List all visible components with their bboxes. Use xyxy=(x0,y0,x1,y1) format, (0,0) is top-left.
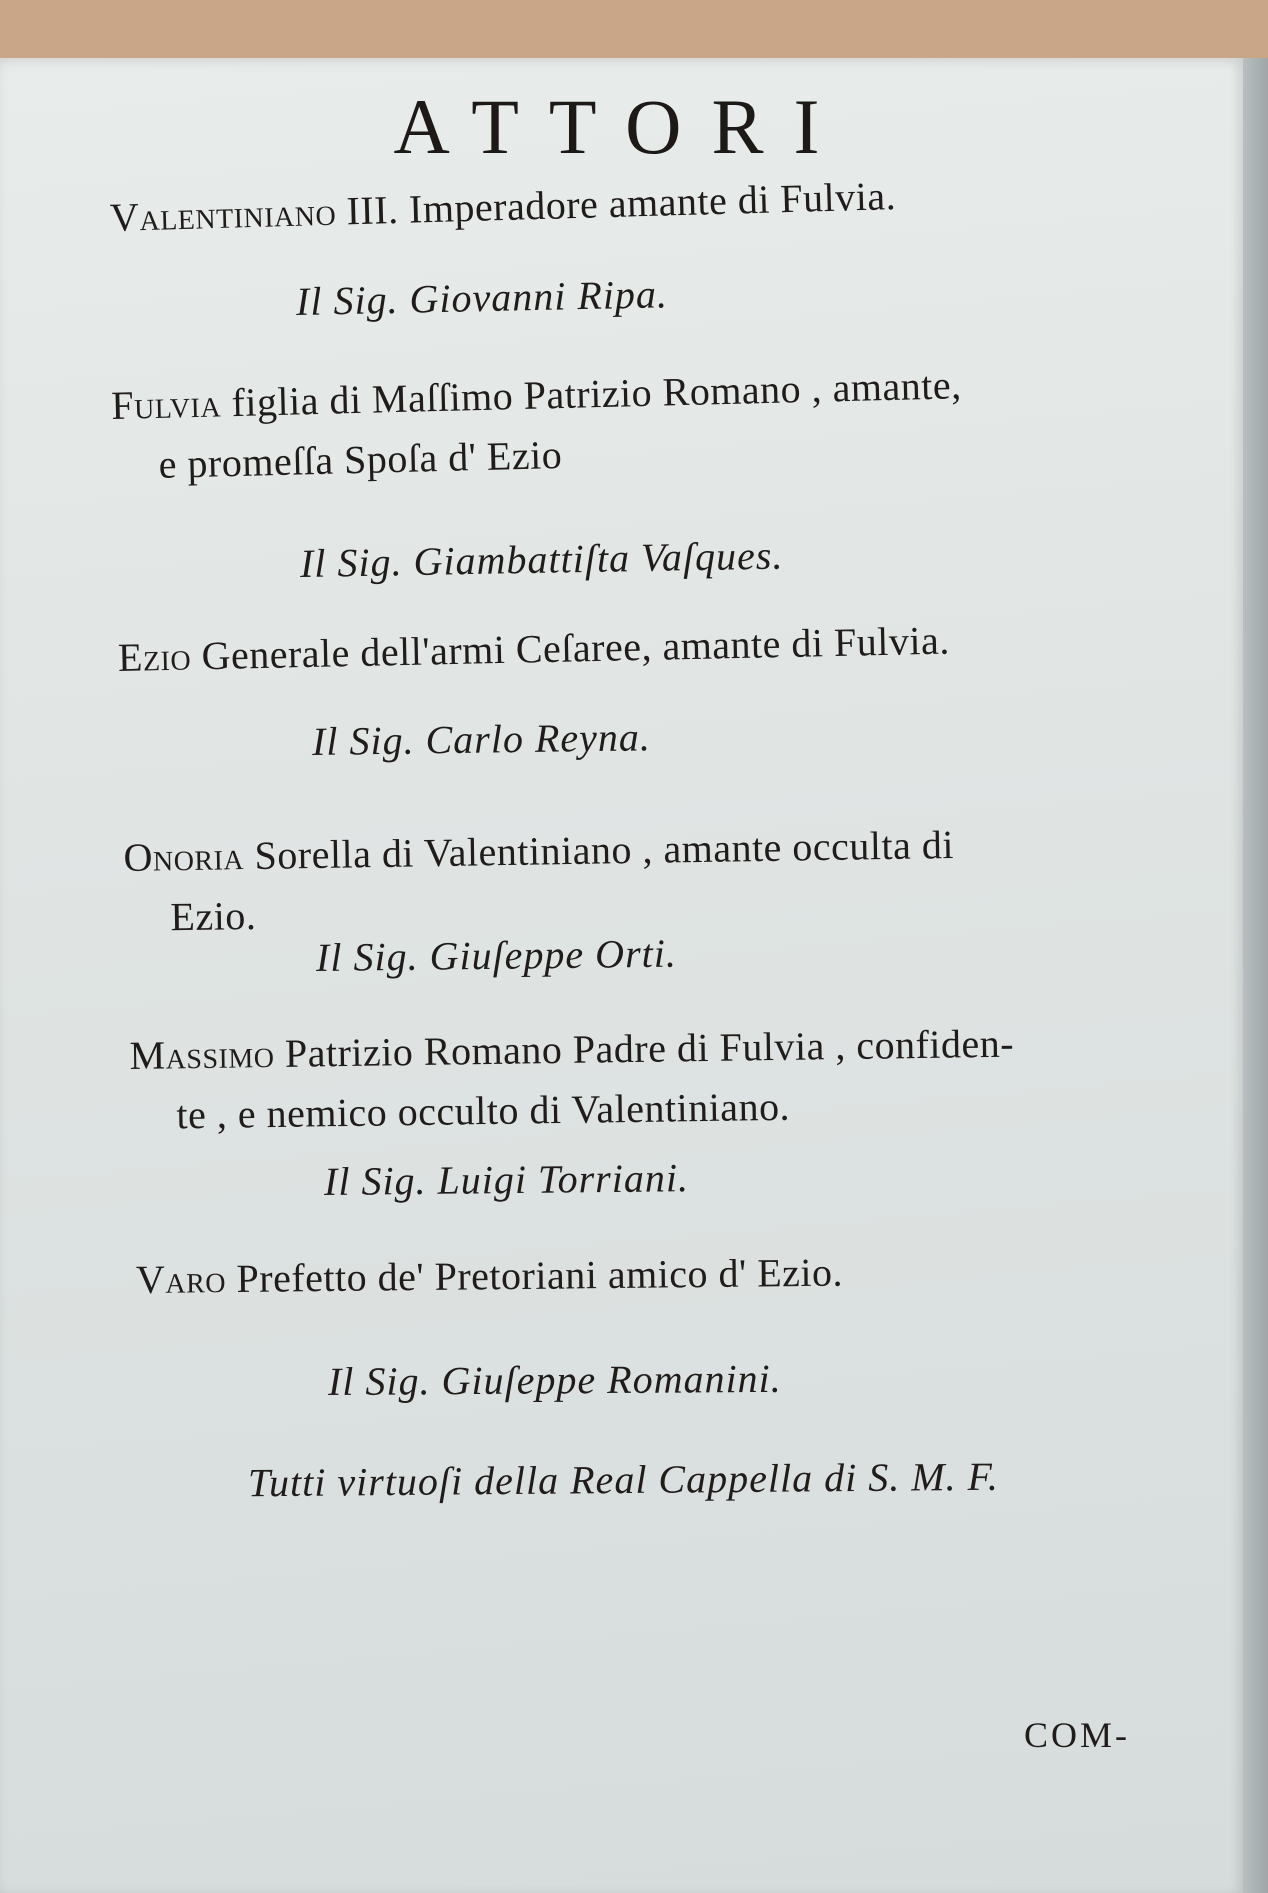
character-name: Varo xyxy=(135,1256,227,1302)
book-page xyxy=(0,58,1243,1893)
singer-name: Il Sig. Giovanni Ripa. xyxy=(295,271,669,324)
character-description: figlia di Maſſimo Patrizio Romano , amante, xyxy=(220,362,963,426)
character-name: Fulvia xyxy=(110,380,222,429)
character-name: Ezio xyxy=(117,633,192,680)
character-description: Generale dell'armi Ceſaree, amante di Fulvia. xyxy=(190,617,951,679)
cast-entry-ezio xyxy=(117,611,950,688)
singer-name: Il Sig. Giambattiſta Vaſques. xyxy=(299,532,784,586)
cast-entry-valentiniano xyxy=(109,166,897,248)
character-description-continued: e promeſſa Spoſa d' Ezio xyxy=(158,432,563,487)
singer-name: Il Sig. Luigi Torriani. xyxy=(323,1155,690,1204)
cast-entry-onoria xyxy=(123,815,955,948)
footer-note: Tutti virtuoſi della Real Cappella di S. M. F. xyxy=(247,1453,999,1506)
singer-name: Il Sig. Carlo Reyna. xyxy=(311,714,652,764)
character-description: III. Imperadore amante di Fulvia. xyxy=(335,173,897,234)
page-edge xyxy=(1243,58,1268,1893)
singer-name: Il Sig. Giuſeppe Orti. xyxy=(315,930,678,980)
character-description: Patrizio Romano Padre di Fulvia , confiden- xyxy=(274,1020,1015,1076)
cast-entry-massimo xyxy=(129,1014,1015,1146)
page-title: ATTORI xyxy=(393,83,850,170)
catchword: COM- xyxy=(1024,1715,1131,1755)
cast-entry-fulvia xyxy=(111,355,964,496)
character-name: Valentiniano xyxy=(109,188,337,240)
character-description-continued: Ezio. xyxy=(170,892,257,940)
singer-name: Il Sig. Giuſeppe Romanini. xyxy=(327,1355,782,1404)
character-description-continued: te , e nemico occulto di Valentiniano. xyxy=(176,1083,791,1138)
character-description: Sorella di Valentiniano , amante occulta di xyxy=(243,821,955,879)
character-name: Onoria xyxy=(123,833,245,881)
character-name: Massimo xyxy=(129,1030,275,1079)
cast-entry-varo xyxy=(136,1243,844,1310)
character-description: Prefetto de' Pretoriani amico d' Ezio. xyxy=(225,1249,844,1302)
